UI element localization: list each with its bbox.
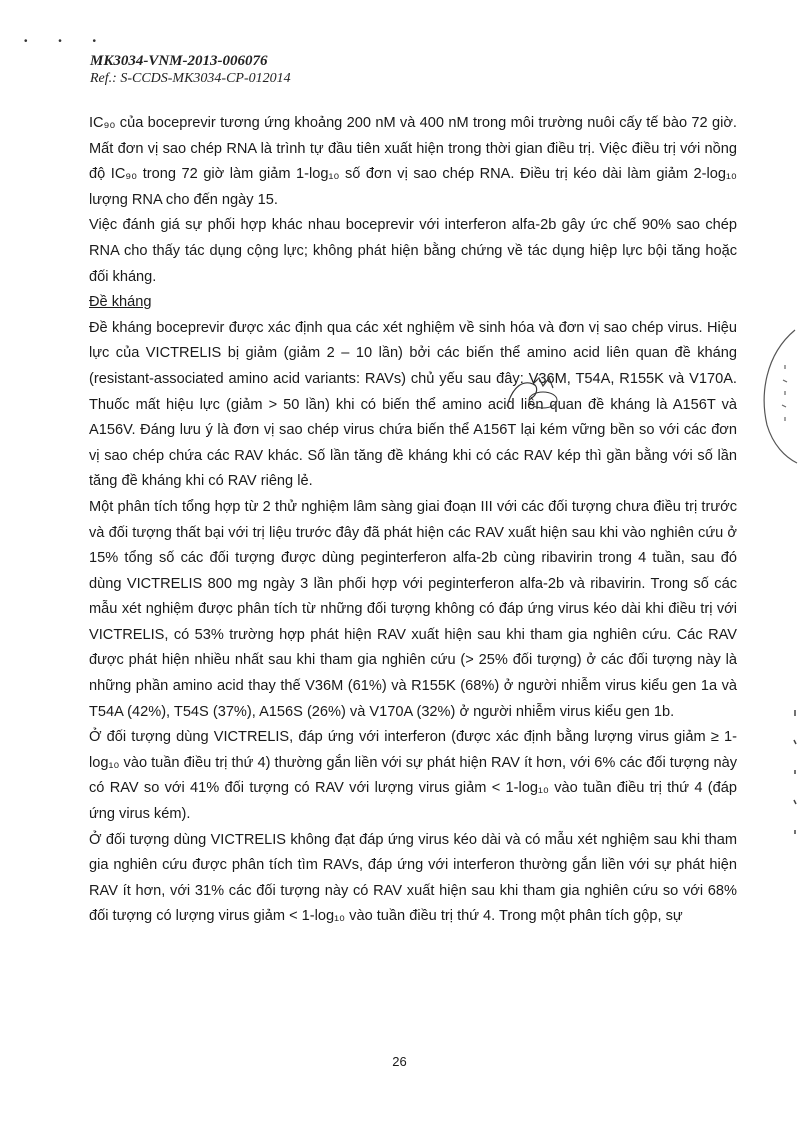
body-text: [89, 111, 737, 930]
paragraph-resistance: Đề kháng boceprevir được xác định qua các xét nghiệm về sinh hóa và đơn vị sao chép virus. Hiệu lực của VICTRELIS bị giảm (giảm 2 – 10 lần) bởi các biến thể amino acid liên quan đề kháng (resistant-associated amino acid variants: RAVs) chủ yếu sau đây: V36M, T54A, R155K và V170A. Thuốc mất hiệu lực (giảm > 50 lần) khi có biến thể amino acid liên quan đề kháng là A156T và A156V. Đáng lưu ý là đơn vị sao chép virus chứa biến thể A156T lại kém vững bền so với các đơn vị sao chép chứa các RAV khác. Số lần tăng đề kháng khi có các RAV kép thì gần bằng với số lần tăng đề kháng khi có RAV riêng lẻ.: [89, 319, 737, 490]
paragraph-combination: Việc đánh giá sự phối hợp khác nhau boceprevir với interferon alfa-2b gây ức chế 90% sao chép RNA cho thấy tác dụng cộng lực; không phát hiện bằng chứng về tác dụng hiệp lực bội tăng hoặc đối kháng.: [89, 217, 737, 285]
document-code: MK3034-VNM-2013-006076: [90, 53, 268, 69]
paragraph-interferon-response: Ở đối tượng dùng VICTRELIS, đáp ứng với interferon (được xác định bằng lượng virus giảm ≥ 1-log₁₀ vào tuần điều trị thứ 4) thường gắn liền với sự phát hiện RAV ít hơn, với 6% các đối tượng này có RAV so với 41% đối tượng có RAV với lượng virus giảm < 1-log₁₀ vào tuần điều trị thứ 4 (đáp ứng virus kém).: [89, 729, 737, 823]
handwritten-annotation: [503, 376, 563, 410]
page-number: 26: [392, 1054, 407, 1069]
paragraph-phase3-analysis: Một phân tích tổng hợp từ 2 thử nghiệm lâm sàng giai đoạn III với các đối tượng chưa điều trị trước và đối tượng thất bại với trị liệu trước đây đã phát hiện các RAV xuất hiện sau khi vào nghiên cứu ở 15% tổng số các đối tượng được dùng peginterferon alfa-2b cùng ribavirin trong 4 tuần, sau đó dùng VICTRELIS 800 mg ngày 3 lần phối hợp với peginterferon alfa-2b và ribavirin. Trong số các mẫu xét nghiệm được phân tích từ những đối tượng không có đáp ứng virus kéo dài khi điều trị với VICTRELIS, có 53% trường hợp phát hiện RAV xuất hiện sau khi tham gia nghiên cứu. Các RAV được phát hiện nhiều nhất sau khi tham gia nghiên cứu (> 25% đối tượng) ở các đối tượng này là những phần amino acid thay thế V36M (61%) và R155K (68%) ở người nhiễm virus kiểu gen 1a và T54A (42%), T54S (37%), A156S (26%) và V170A (32%) ở người nhiễm virus kiểu gen 1b.: [89, 498, 737, 720]
paragraph-no-svr: Ở đối tượng dùng VICTRELIS không đạt đáp ứng virus kéo dài và có mẫu xét nghiệm sau khi tham gia nghiên cứu được phân tích tìm RAVs, đáp ứng với interferon thường gắn liền với sự phát hiện RAV ít hơn, với 31% các đối tượng này có RAV xuất hiện sau khi tham gia nghiên cứu so với 68% đối tượng có lượng virus giảm < 1-log₁₀ vào tuần điều trị thứ 4. Trong một phân tích gộp, sự: [89, 831, 737, 925]
scan-edge-marks: [789, 700, 799, 860]
scan-artifact-dots: • • •: [24, 36, 111, 47]
paragraph-ic90: IC₉₀ của boceprevir tương ứng khoảng 200 nM và 400 nM trong môi trường nuôi cấy tế bào 72 giờ. Mất đơn vị sao chép RNA là trình tự đầu tiên xuất hiện trong thời gian điều trị. Việc điều trị với nồng độ IC₉₀ trong 72 giờ làm giảm 1-log₁₀ số đơn vị sao chép RNA. Điều trị kéo dài làm giảm 2-log₁₀ lượng RNA cho đến ngày 15.: [89, 115, 737, 208]
document-header: [90, 52, 291, 88]
reference-line: Ref.: S-CCDS-MK3034-CP-012014: [90, 71, 291, 86]
stamp-mark: [755, 325, 799, 465]
section-heading-resistance: Đề kháng: [89, 294, 152, 311]
